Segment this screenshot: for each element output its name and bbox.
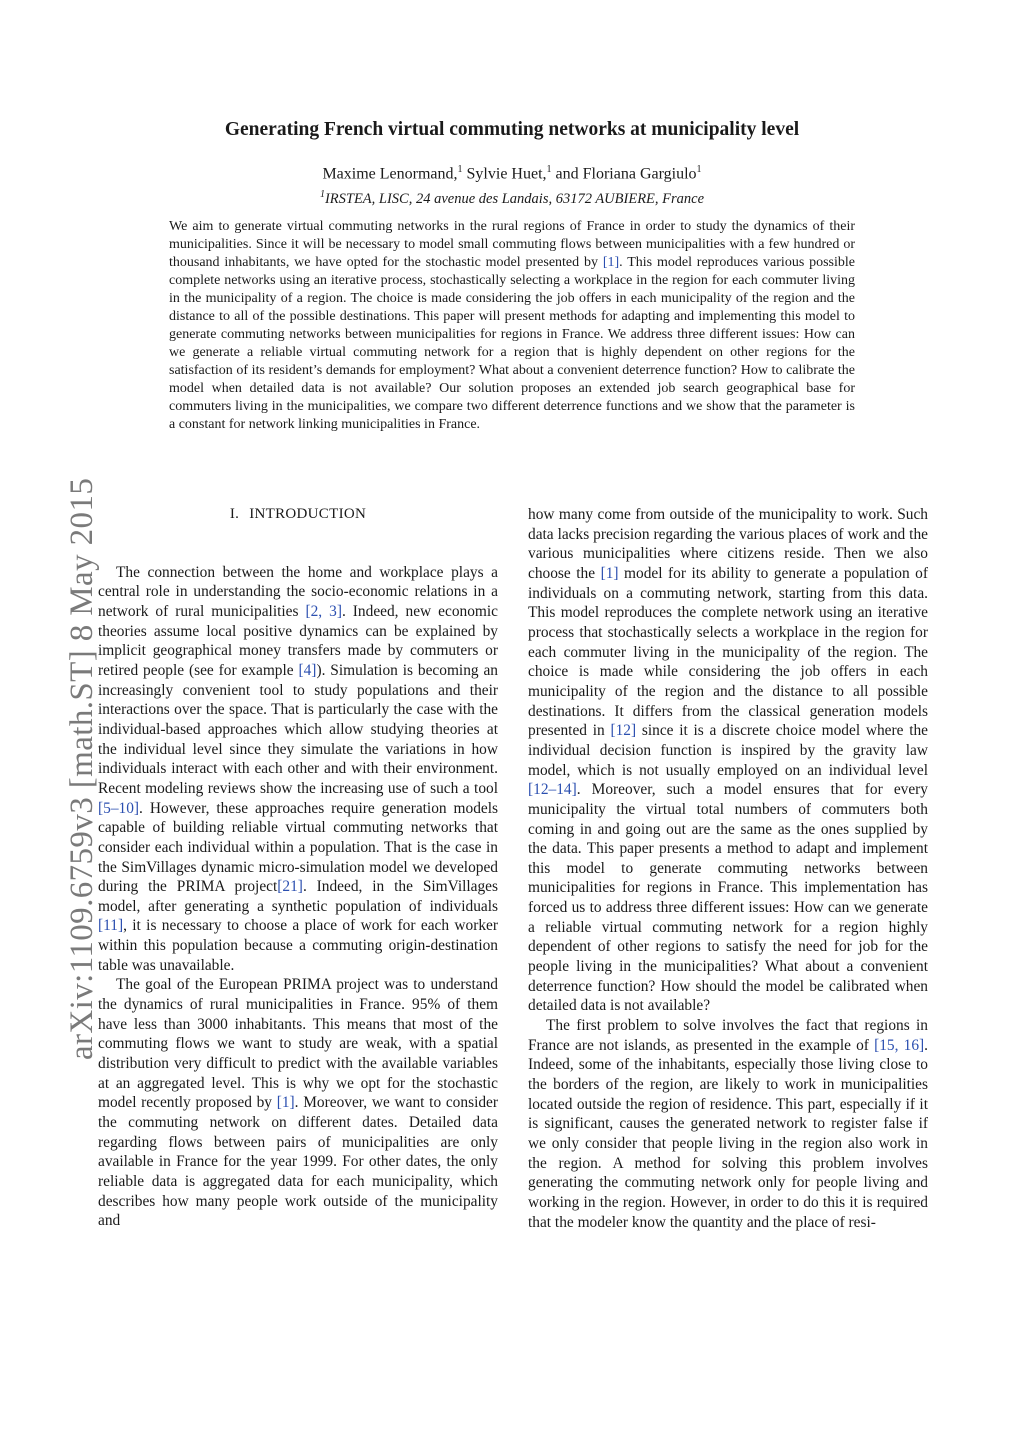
left-column — [98, 505, 498, 1231]
citation-link[interactable]: [15, 16] — [874, 1036, 925, 1054]
citation-link[interactable]: [12–14] — [528, 781, 577, 799]
paragraph-text: . However, these approaches require generation models capable of building reliable virtual commuting networks that consider each individual within a population. That is the case in the SimVillages dynamic micro-simulation model we developed during the PRIMA project — [98, 799, 498, 896]
affiliation-mark: 1 — [319, 189, 325, 200]
paragraph-text: The connection between the home and workplace plays a central role in understanding the socio-economic relations in a network of rural municipalities — [98, 563, 498, 620]
paragraph — [528, 505, 928, 1016]
arxiv-identifier: arXiv:1109.6759v3 [math.ST] 8 May 2015 — [64, 477, 100, 1060]
paragraph — [98, 563, 498, 976]
paragraph-text: . Indeed, in the SimVillages model, after generating a synthetic population of individuals — [98, 878, 498, 915]
affiliation-text: IRSTEA, LISC, 24 avenue des Landais, 63172 AUBIERE, France — [324, 190, 705, 207]
paragraph-text: The first problem to solve involves the fact that regions in France are not islands, as presented in the example of — [528, 1017, 928, 1054]
abstract-text: . This model reproduces various possible complete networks using an iterative process, stochastically selecting a workplace in the region for each commuter living in the municipality of a region. The choice is made considering the job offers in each municipality of the region and the distance to all of the possible destinations. This paper will present methods for adapting and implementing this model to generate commuting networks between municipalities for regions in France. We address three different issues: How can we generate a reliable virtual commuting network for a region that is highly dependent on other regions for the satisfaction of its resident’s demands for employment? What about a convenient deterrence function? How to calibrate the model when detailed data is not available? Our solution proposes an extended job search geographical base for commuters living in the municipalities, we compare two different deterrence functions and we show that the parameter is a constant for network linking municipalities in France. — [169, 255, 855, 432]
citation-link[interactable]: [12] — [610, 722, 637, 740]
paragraph-text: . Moreover, such a model ensures that for every municipality the virtual total numbers of commuters both coming in and going out are the same as the ones supplied by the data. This paper presents a method to adapt and implement this model to generate commuting networks between municipalities for regions in France. This implementation has forced us to address three different issues: How can we generate a reliable virtual commuting network for a region highly dependent of other regions to satisfy the need for job for the people living in the municipalities? What about a convenient deterrence function? How should the model be calibrated when detailed data is not available? — [528, 781, 928, 1015]
right-column — [528, 505, 928, 1232]
paragraph-text: The goal of the European PRIMA project was to understand the dynamics of rural municipalities in France. 95% of them have less than 3000 inhabitants. This means that most of the commuting flows we want to study are weak, with a spatial distribution very difficult to predict with the available variables at an aggregated level. This is why we opt for the stochastic model recently proposed by — [98, 976, 498, 1112]
paragraph-text: model for its ability to generate a population of individuals on a commuting network, starting from this data. This model reproduces the complete network using an iterative process that stochastically selects a workplace in the region for each commuter living in the municipality of the region. The choice is made while considering the job offers in each municipality of the region and the distance to all possible destinations. It differs from the classical generation models presented in — [528, 564, 928, 740]
affiliation-mark: 1 — [546, 164, 552, 175]
paragraph-text: since it is a discrete choice model where the individual decision function is inspired by the gravity law model, which is not usually employed on an individual level — [528, 722, 928, 779]
section-title: INTRODUCTION — [249, 506, 367, 522]
paragraph-text: . Indeed, new economic theories assume local positive dynamics can be explained by implicit geographical money transfers made by commuters or retired people (see for example — [98, 602, 498, 679]
author-name: Maxime Lenormand, — [322, 165, 458, 183]
abstract-text: We aim to generate virtual commuting networks in the rural regions of France in order to study the dynamics of their municipalities. Since it will be necessary to model small commuting flows between municipalities with a few hundred or thousand inhabitants, we have opted for the stochastic model presented by — [169, 219, 855, 270]
paragraph-text: , it is necessary to choose a place of work for each worker within this population because a commuting origin-destination table was unavailable. — [98, 917, 498, 974]
citation-link[interactable]: [1] — [276, 1094, 295, 1112]
paragraph-text: . Moreover, we want to consider the commuting network on different dates. Detailed data regarding flows between pairs of municipalities are only available in France for the year 1999. For other dates, the only reliable data is aggregated data for each municipality, which describes how many people work outside of the municipality and — [98, 1094, 498, 1230]
citation-link[interactable]: [5–10] — [98, 799, 140, 817]
section-number: I. — [229, 506, 240, 522]
affiliation — [0, 189, 1024, 208]
citation-link[interactable]: [2, 3] — [305, 602, 342, 620]
citation-link[interactable]: [11] — [98, 917, 124, 935]
paragraph-text: . Indeed, some of the inhabitants, especially those living close to the borders of the region, are likely to work in municipalities located outside the region of residence. This part, especially if it is significant, causes the generated network to register false if we only consider that people living in the region also work in the region. A method for solving this problem involves generating the commuting network only for people living and working in the region. However, in order to do this it is required that the modeler know the quantity and the place of resi- — [528, 1036, 928, 1231]
citation-link[interactable]: [1] — [602, 255, 620, 270]
paragraph-text: ). Simulation is becoming an increasingly convenient tool to study populations and their interactions over the space. That is particularly the case with the individual-based approaches which allow studying theories at the individual level since they simulate the variations in how individuals interact with each other and with their environment. Recent modeling reviews show the increasing use of such a tool — [98, 661, 498, 797]
affiliation-mark: 1 — [457, 164, 463, 175]
author-list — [0, 164, 1024, 183]
section-heading — [98, 505, 498, 525]
citation-link[interactable]: [21] — [277, 878, 303, 896]
paragraph — [528, 1016, 928, 1232]
author-name: and Floriana Gargiulo — [551, 165, 697, 183]
abstract — [169, 218, 855, 434]
affiliation-mark: 1 — [696, 164, 702, 175]
author-name: Sylvie Huet, — [462, 165, 547, 183]
paragraph — [98, 975, 498, 1231]
paper-title: Generating French virtual commuting networks at municipality level — [224, 119, 800, 140]
citation-link[interactable]: [1] — [600, 564, 619, 582]
paragraph-text: how many come from outside of the municipality to work. Such data lacks precision regarding the various places of work and the various municipalities where citizens reside. Then we also choose the — [528, 506, 928, 582]
citation-link[interactable]: [4] — [298, 661, 317, 679]
